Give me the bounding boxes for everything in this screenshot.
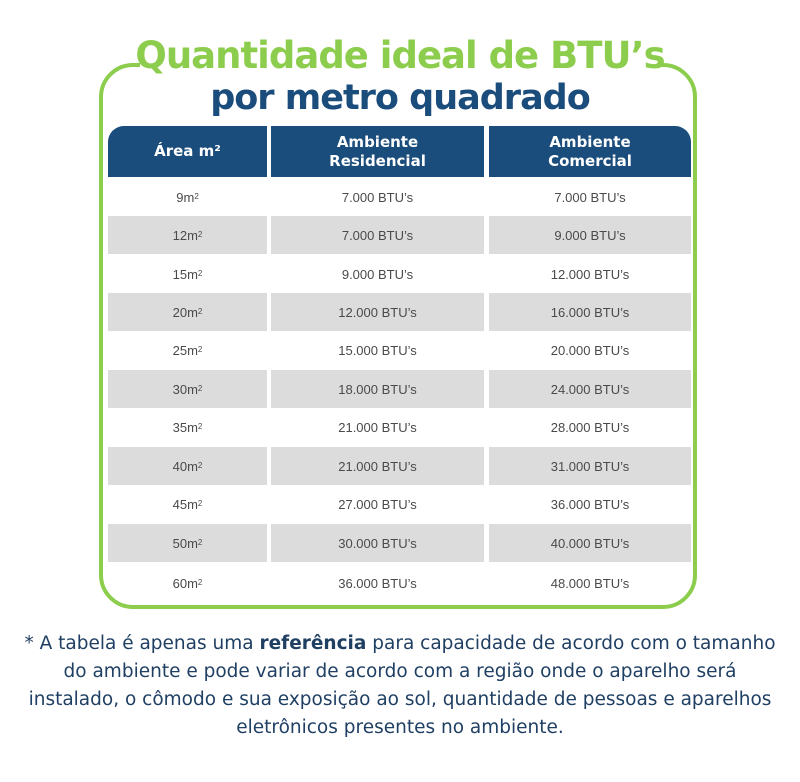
table-cell-residencial: 36.000 BTU’s	[338, 575, 417, 591]
table-cell-comercial: 7.000 BTU’s	[554, 189, 626, 205]
area-value: 45	[172, 496, 188, 512]
table-cell-area	[108, 293, 267, 331]
area-unit-superscript: 2	[197, 383, 203, 393]
table-cell-comercial: 16.000 BTU’s	[489, 293, 691, 331]
table-cell-residencial: 7.000 BTU’s	[341, 189, 414, 205]
table-cell-area	[108, 331, 267, 369]
header-area	[108, 126, 267, 177]
header-comercial-line2: Comercial	[548, 151, 632, 170]
area-unit: m	[183, 189, 195, 205]
table-cell-residencial: 30.000 BTU’s	[271, 524, 484, 562]
area-unit: m	[187, 227, 198, 243]
area-value: 9	[176, 189, 184, 205]
table-cell-residencial: 12.000 BTU’s	[271, 293, 484, 331]
area-unit-superscript: 2	[197, 577, 203, 587]
table-cell-comercial: 40.000 BTU’s	[489, 524, 691, 562]
area-unit: m	[187, 342, 198, 358]
area-unit-superscript: 2	[197, 498, 203, 508]
table-cell-comercial: 36.000 BTU’s	[550, 496, 630, 512]
table-cell-area	[108, 485, 267, 523]
area-unit-superscript: 2	[197, 229, 203, 239]
area-value: 50	[172, 535, 188, 551]
header-area-label: Área m²	[154, 142, 221, 160]
table-cell-area	[108, 370, 267, 408]
table-cell-area	[108, 255, 267, 293]
area-unit-superscript: 2	[197, 537, 203, 547]
area-unit: m	[187, 419, 198, 435]
area-unit: m	[187, 266, 198, 282]
table-cell-comercial: 9.000 BTU’s	[489, 216, 691, 254]
area-unit: m	[187, 458, 198, 474]
footnote-after: para capacidade de acordo com o tamanho do ambiente e pode variar de acordo com a região onde o aparelho será instalado, o cômodo e sua exposição ao sol, quantidade de pessoas e aparelhos eletrônicos presentes no ambiente.	[28, 633, 776, 738]
table-cell-residencial: 27.000 BTU’s	[338, 496, 417, 512]
table-cell-area	[108, 408, 267, 446]
table-cell-residencial: 21.000 BTU’s	[338, 419, 417, 435]
page-subtitle: por metro quadrado	[210, 78, 590, 118]
table-cell-area	[108, 447, 267, 485]
area-unit-superscript: 2	[197, 460, 203, 470]
header-residencial	[271, 126, 484, 177]
table-cell-comercial: 24.000 BTU’s	[489, 370, 691, 408]
footnote-before: * A tabela é apenas uma	[24, 633, 260, 654]
table-cell-area	[108, 564, 267, 602]
header-residencial-line1: Ambiente	[336, 132, 419, 151]
area-unit: m	[187, 381, 198, 397]
table-cell-residencial: 15.000 BTU’s	[338, 342, 417, 358]
table-cell-residencial: 9.000 BTU’s	[341, 266, 414, 282]
area-value: 40	[172, 458, 188, 474]
footnote	[20, 630, 780, 742]
header-comercial-line1: Ambiente	[549, 132, 631, 151]
area-unit-superscript: 2	[197, 344, 203, 354]
table-cell-comercial: 48.000 BTU’s	[550, 575, 630, 591]
table-cell-residencial: 7.000 BTU’s	[271, 216, 484, 254]
header-comercial	[489, 126, 691, 177]
area-value: 60	[172, 575, 188, 591]
area-unit: m	[187, 535, 198, 551]
area-unit-superscript: 2	[197, 421, 203, 431]
area-unit-superscript: 2	[197, 306, 203, 316]
page-title: Quantidade ideal de BTU’s	[135, 34, 665, 77]
area-value: 25	[172, 342, 188, 358]
area-value: 35	[172, 419, 188, 435]
area-value: 12	[172, 227, 188, 243]
area-unit: m	[187, 304, 198, 320]
area-value: 30	[172, 381, 188, 397]
table-cell-comercial: 31.000 BTU’s	[489, 447, 691, 485]
area-unit-superscript: 2	[194, 191, 199, 201]
footnote-bold: referência	[259, 633, 367, 654]
header-residencial-line2: Residencial	[329, 151, 426, 170]
table-cell-area	[108, 216, 267, 254]
table-cell-comercial: 28.000 BTU’s	[550, 419, 630, 435]
table-cell-comercial: 20.000 BTU’s	[550, 342, 630, 358]
area-unit: m	[187, 575, 198, 591]
table-cell-comercial: 12.000 BTU’s	[550, 266, 630, 282]
table-cell-residencial: 18.000 BTU’s	[271, 370, 484, 408]
table-cell-area	[108, 524, 267, 562]
area-unit-superscript: 2	[197, 268, 203, 278]
area-value: 15	[172, 266, 188, 282]
table-cell-area	[108, 178, 267, 216]
area-value: 20	[172, 304, 188, 320]
table-cell-residencial: 21.000 BTU’s	[271, 447, 484, 485]
area-unit: m	[187, 496, 198, 512]
